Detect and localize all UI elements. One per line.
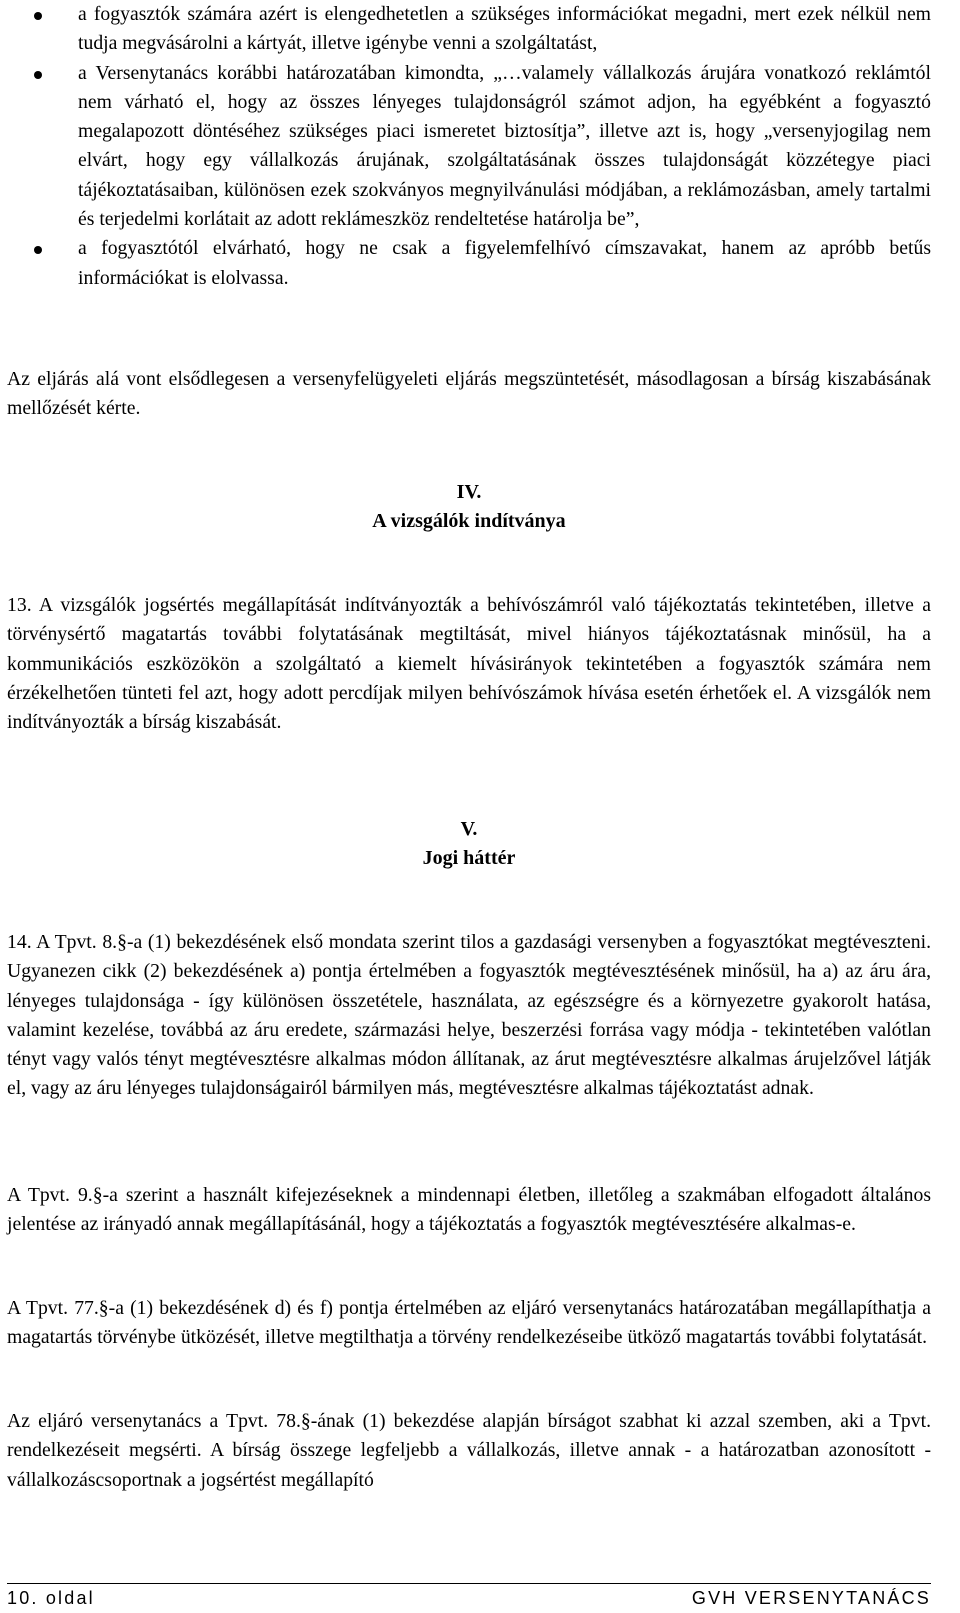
list-item	[7, 0, 931, 59]
paragraph-14: 14. A Tpvt. 8.§-a (1) bekezdésének első mondata szerint tilos a gazdasági versenyben a fogyasztókat megtéveszteni. Ugyanezen cikk (2) bekezdésének a) pontja értelmében a fogyasztók megtévesztésének minősül, ha a) az áru ára, lényeges tulajdonsága - így különösen összetétele, használata, az egészségre és a környezetre gyakorolt hatása, valamint kezelése, továbbá az áru eredete, származási helye, beszerzési forrása vagy módja - tekintetében valótlan tényt vagy valós tényt megtévesztésre alkalmas módon állítanak, az árut megtévesztésre alkalmas árujelzővel látják el, vagy az áru lényeges tulajdonságairól bármilyen más, megtévesztésre alkalmas tájékoztatást adnak.	[7, 931, 931, 1100]
paragraph-tpvt9: A Tpvt. 9.§-a szerint a használt kifejezéseknek a mindennapi életben, illetőleg a szakmában elfogadott általános jelentése az irányadó annak megállapításánál, hogy a tájékoztatás a fogyasztók megtévesztésére alkalmas-e.	[7, 1184, 931, 1236]
bullet-text: a fogyasztótól elvárható, hogy ne csak a figyelemfelhívó címszavakat, hanem az apróbb betűs információkat is elolvassa.	[78, 237, 931, 289]
paragraph-13: 13. A vizsgálók jogsértés megállapítását indítványozták a behívószámról való tájékoztatás tekintetében, illetve a törvénysértő magatartás további folytatásának megtiltását, mivel hiányos tájékoztatásnak minősül, ha a kommunikációs eszközökön a szolgáltató a kiemelt hívásirányok tekintetében a fogyasztók számára nem érzékelhetően tünteti fel azt, hogy adott percdíjak milyen behívószámok hívása esetén érhetőek el. A vizsgálók nem indítványozták a bírság kiszabását.	[7, 594, 931, 734]
footer-organization: GVH VERSENYTANÁCS	[691, 1588, 931, 1608]
request-paragraph: Az eljárás alá vont elsődlegesen a versenyfelügyeleti eljárás megszüntetését, másodlagosan a bírság kiszabásának mellőzését kérte.	[7, 368, 931, 420]
list-item	[7, 59, 931, 235]
bullet-list	[7, 0, 931, 293]
section-number: V.	[460, 818, 478, 840]
bullet-text: a Versenytanács korábbi határozatában kimondta, „…valamely vállalkozás árujára vonatkozó reklámtól nem várható el, hogy az összes lényeges tulajdonságról számot adjon, ha egyébként a fogyasztó megalapozott döntéséhez szükséges piaci ismeretet biztosítja”, illetve azt is, hogy „versenyjogilag nem elvárt, hogy egy vállalkozás árujának, szolgáltatásának összes tulajdonságát közzétegye piaci tájékoztatásaiban, különösen ezek szokványos megnyilvánulási módjában, a reklámozásban, amely tartalmi és terjedelmi korlátait az adott reklámeszköz rendeltetése határolja be”,	[78, 61, 931, 231]
footer-divider	[7, 1583, 931, 1584]
paragraph-tpvt77: A Tpvt. 77.§-a (1) bekezdésének d) és f) pontja értelmében az eljáró versenytanács határozatában megállapíthatja a magatartás törvénybe ütközését, illetve megtilthatja a törvény rendelkezéseibe ütköző magatartás további folytatását.	[7, 1297, 931, 1349]
section-number: IV.	[456, 481, 482, 503]
list-item	[7, 234, 931, 293]
bullet-icon	[34, 246, 42, 254]
bullet-icon	[34, 71, 42, 79]
section-title: A vizsgálók indítványa	[372, 510, 566, 532]
section-title: Jogi háttér	[422, 847, 516, 869]
bullet-icon	[34, 12, 42, 20]
page-number: 10. oldal	[7, 1588, 95, 1608]
bullet-text: a fogyasztók számára azért is elengedhetetlen a szükséges információkat megadni, mert ezek nélkül nem tudja megvásárolni a kártyát, illetve igénybe venni a szolgáltatást,	[78, 3, 931, 55]
paragraph-tpvt78: Az eljáró versenytanács a Tpvt. 78.§-ának (1) bekezdése alapján bírságot szabhat ki azzal szemben, aki a Tpvt. rendelkezéseit megsérti. A bírság összege legfeljebb a vállalkozás, illetve annak - a határozatban azonosított - vállalkozáscsoportnak a jogsértést megállapító	[7, 1410, 931, 1491]
